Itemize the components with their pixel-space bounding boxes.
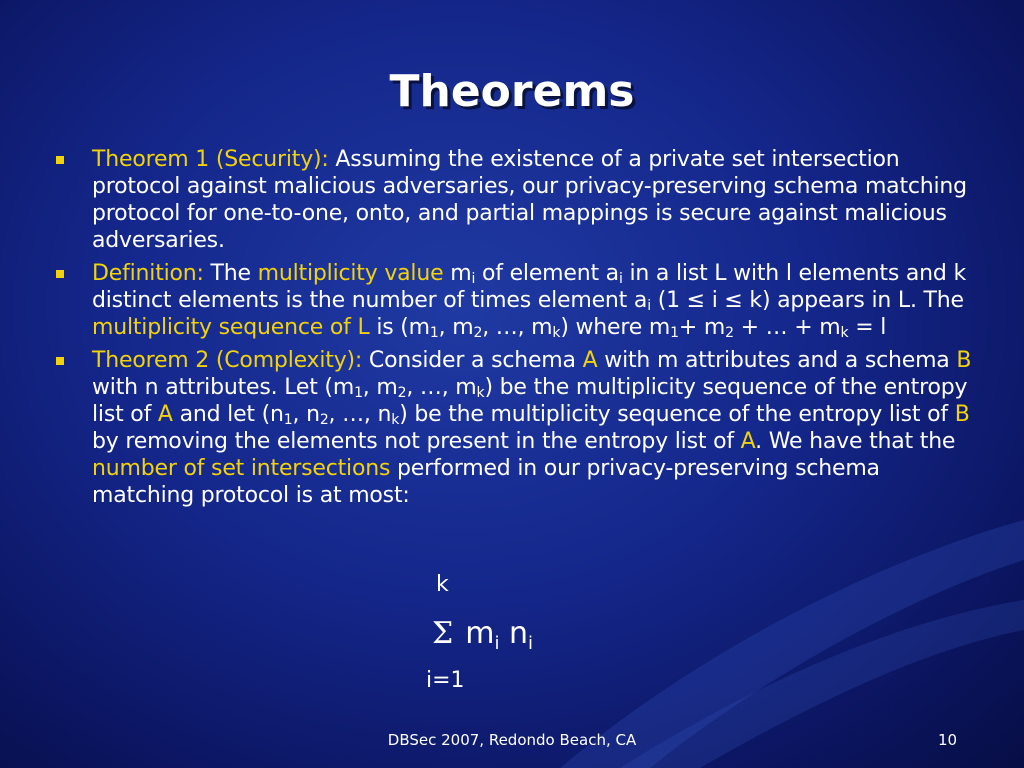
bullet-square-icon (56, 270, 64, 278)
sum-lower-limit: i=1 (426, 668, 465, 693)
subscript: i (494, 633, 500, 654)
subscript: k (476, 385, 485, 401)
list-item-definition (50, 260, 980, 341)
sum-term-m: m (465, 616, 495, 651)
subscript: k (840, 325, 849, 341)
subscript: i (618, 271, 623, 287)
subscript: i (528, 633, 534, 654)
subscript: i (647, 298, 651, 314)
text-segment: The (210, 261, 251, 286)
subscript: k (391, 412, 400, 428)
text-segment: + m (678, 315, 726, 340)
sigma-symbol: Σ (432, 616, 454, 651)
subscript: 1 (283, 412, 293, 428)
list-item-theorem-2 (50, 347, 980, 509)
text-segment: . We have that the (755, 429, 956, 454)
highlight-term: multiplicity sequence of L (92, 315, 370, 340)
bullet-list (50, 146, 980, 515)
text-segment: with n attributes. Let (m (92, 375, 355, 400)
subscript: 1 (354, 385, 363, 401)
text-segment: , m (438, 315, 474, 340)
text-segment: m (450, 261, 472, 286)
page-number: 10 (938, 731, 958, 749)
text-segment: of element a (481, 261, 619, 286)
subscript: 1 (670, 325, 679, 341)
subscript: 2 (725, 325, 734, 341)
text-segment: ) be the multiplicity sequence of the entropy list of (399, 402, 948, 427)
text-segment: , …, n (328, 402, 392, 427)
bullet-square-icon (56, 156, 64, 164)
subscript: 1 (429, 325, 439, 341)
item-label: Theorem 2 (Complexity): (92, 348, 363, 373)
item-label: Theorem 1 (Security): (92, 147, 329, 172)
highlight-term: A (582, 348, 598, 373)
footer-text: DBSec 2007, Redondo Beach, CA (387, 731, 637, 749)
text-segment: performed in our privacy-preserving schema matching protocol is at most: (92, 456, 880, 508)
highlight-term: A (157, 402, 173, 427)
highlight-term: B (954, 402, 970, 427)
sum-expression (432, 616, 534, 654)
subscript: i (471, 271, 476, 287)
item-text: Assuming the existence of a private set intersection protocol against malicious adversaries, our privacy-preserving schema matching protocol for one-to-one, onto, and partial mappings is secure against malicious adversaries. (92, 147, 967, 253)
text-segment: by removing the elements not present in the entropy list of (92, 429, 734, 454)
subscript: 2 (473, 325, 483, 341)
item-label: Definition: (92, 261, 204, 286)
text-segment: , …, m (406, 375, 477, 400)
text-segment: Consider a schema (368, 348, 576, 373)
list-item-theorem-1 (50, 146, 980, 254)
sum-term-n: n (509, 616, 529, 651)
highlight-term: number of set intersections (92, 456, 391, 481)
subscript: 2 (319, 412, 329, 428)
text-segment: ) where m (560, 315, 671, 340)
sum-upper-limit: k (436, 572, 449, 597)
highlight-term: A (740, 429, 756, 454)
text-segment: , …, m (482, 315, 553, 340)
slide-title: Theorems (389, 66, 635, 117)
summation-formula (0, 570, 1024, 700)
text-segment: with m attributes and a schema (604, 348, 950, 373)
bullet-square-icon (56, 357, 64, 365)
text-segment: and let (n (179, 402, 284, 427)
highlight-term: multiplicity value (257, 261, 444, 286)
highlight-term: B (956, 348, 972, 373)
subscript: 2 (397, 385, 407, 401)
text-segment: (1 ≤ i ≤ k) appears in L. The (657, 288, 964, 313)
subscript: k (552, 325, 561, 341)
text-segment: ) be the multiplicity sequence of the entropy list of (92, 375, 968, 427)
text-segment: is (m (376, 315, 430, 340)
text-segment: in a list L with l elements and k distinct elements is the number of times element a (92, 261, 967, 313)
text-segment: , m (362, 375, 398, 400)
text-segment: = l (855, 315, 887, 340)
text-segment: + … + m (740, 315, 841, 340)
text-segment: , n (292, 402, 320, 427)
